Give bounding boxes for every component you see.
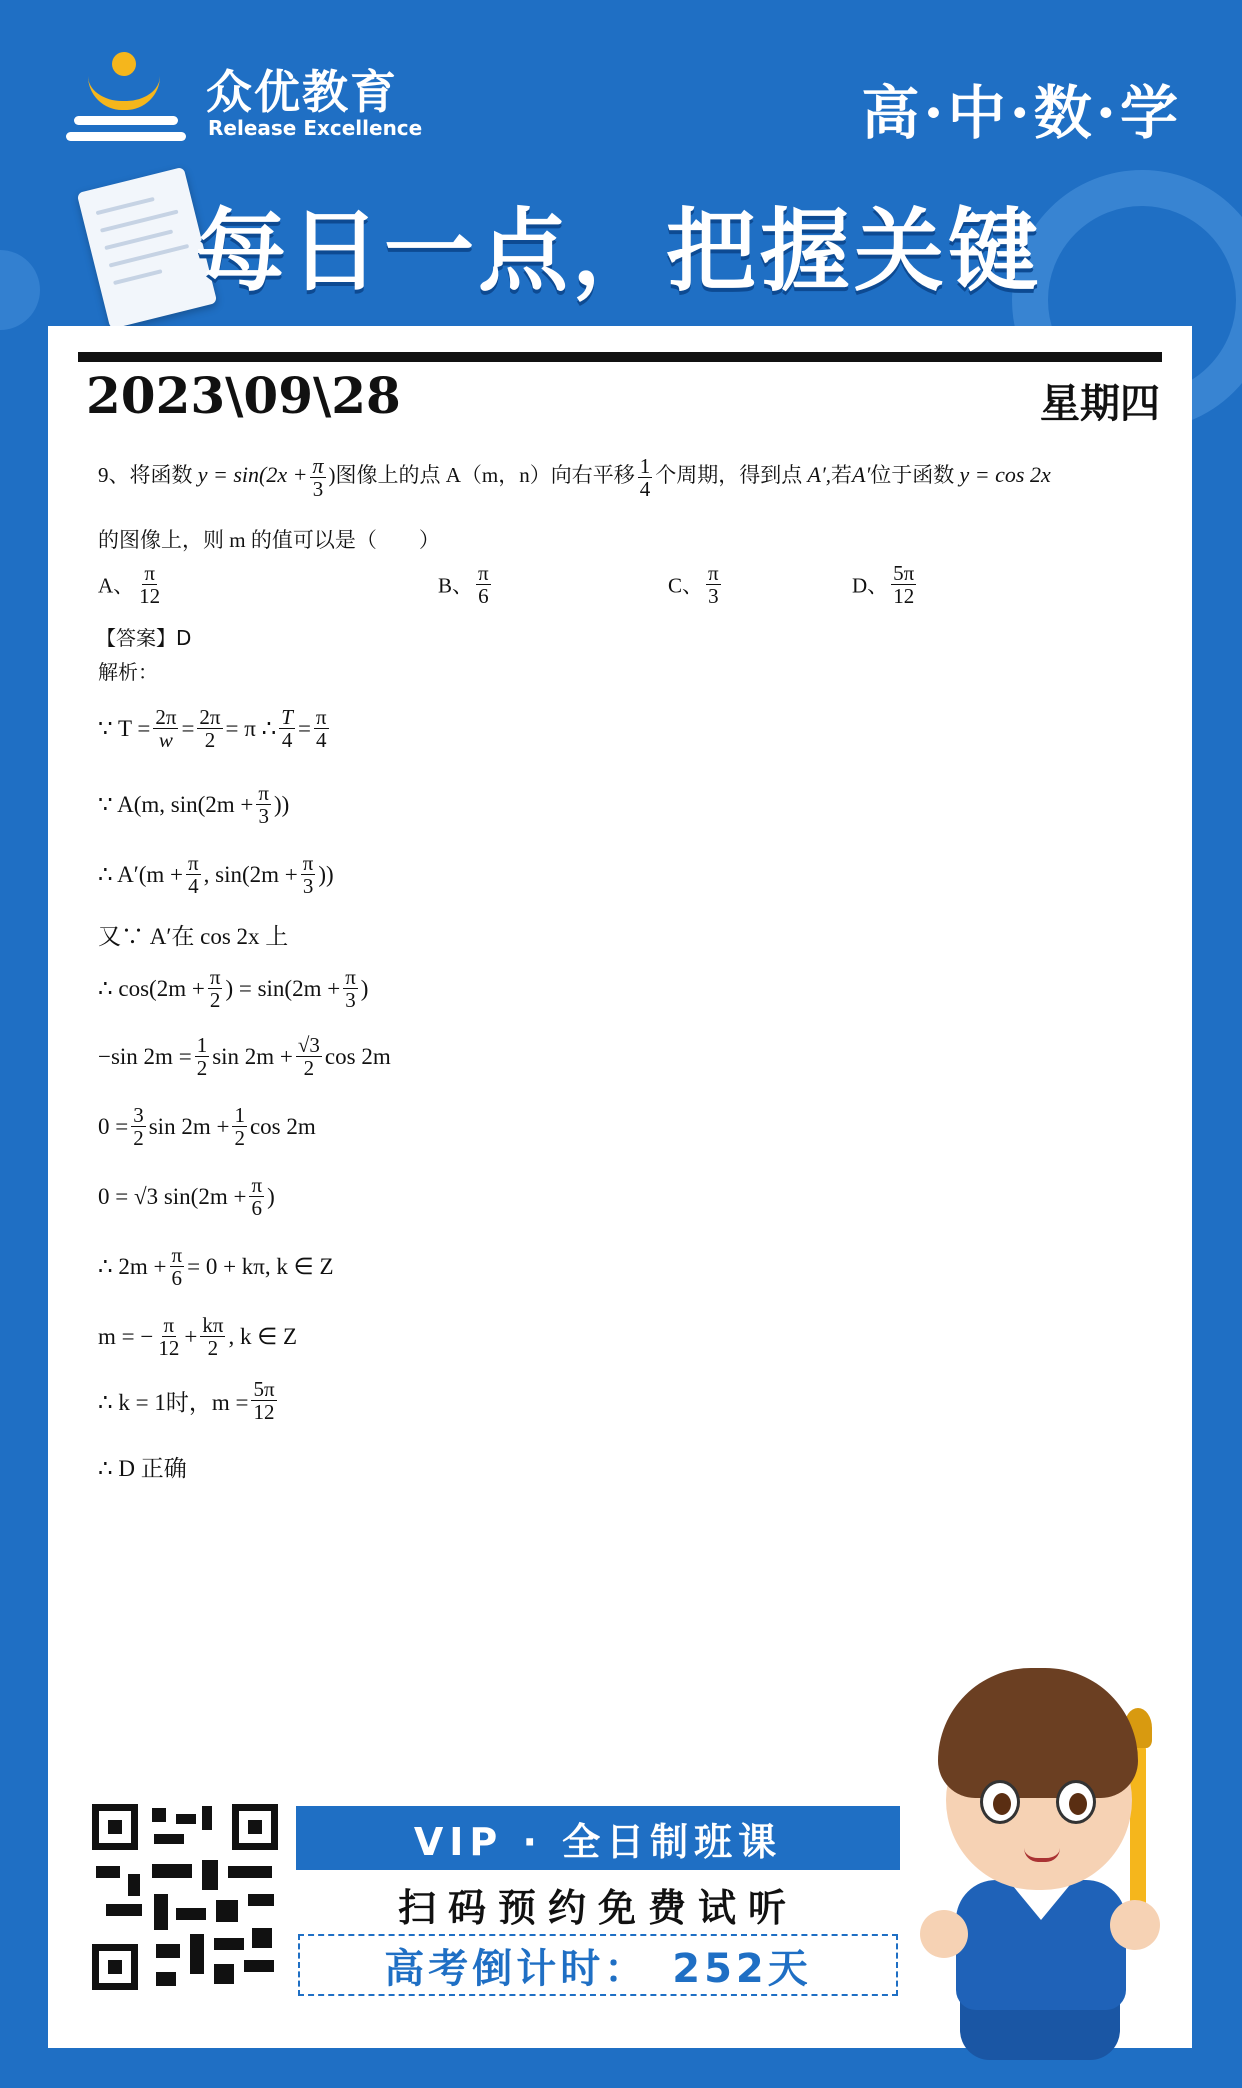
solution-line-8: 0 = √3 sin(2m + $\frac{\pi}{6}$ ) — [98, 1173, 275, 1221]
brand-name-cn: 众优教育 — [206, 65, 398, 119]
option-a: A、 $\frac{\pi}{12}$ — [98, 561, 161, 609]
background-dot — [0, 250, 40, 330]
free-trial-text: 扫码预约免费试听 — [397, 1885, 798, 1930]
divider — [78, 352, 1162, 362]
brand-logo — [66, 50, 486, 150]
solution-line-12: ∴ D 正确 — [98, 1456, 187, 1481]
solution-line-7: 0 = $\frac{3}{2}$ sin 2m + $\frac{1}{2}$ cos 2m — [98, 1103, 316, 1151]
analysis-label: 解析： — [98, 660, 158, 684]
solution-line-3: ∴ A′(m + $\frac{\pi}{4}$ , sin(2m + $\frac{\pi}{3}$ )) — [98, 851, 334, 899]
brand-name-en: Release Excellence — [208, 116, 423, 140]
logo-mark-icon — [66, 50, 186, 145]
solution-line-10: m = − $\frac{\pi}{12}$ + $\frac{k\pi}{2}$ , k ∈ Z — [98, 1313, 298, 1361]
countdown-label: 高考倒计时： — [384, 1945, 649, 1992]
mascot-illustration — [920, 1660, 1180, 2080]
option-d: D、 $\frac{5\pi}{12}$ — [852, 561, 915, 609]
weekday: 星期四 — [1040, 380, 1160, 427]
option-c: C、 $\frac{\pi}{3}$ — [668, 561, 719, 609]
option-b: B、 $\frac{\pi}{6}$ — [438, 561, 489, 609]
vip-course-banner: VIP · 全日制班课 — [296, 1806, 900, 1870]
slogan: 每日一点，把握关键 — [196, 199, 1042, 304]
solution-line-4: 又∵ A′在 cos 2x 上 — [98, 924, 289, 949]
exam-countdown — [298, 1934, 898, 1996]
solution-line-1: ∵ T = $\frac{2\pi}{w}$ = $\frac{2\pi}{2}$ = π ∴ $\frac{T}{4}$ = $\frac{\pi}{4}$ — [98, 705, 327, 753]
subject-title: 高·中·数·学 — [861, 79, 1182, 147]
date: 2023\09\28 — [86, 366, 401, 425]
countdown-value: 252天 — [672, 1945, 812, 1992]
solution-line-5: ∴ cos(2m + $\frac{\pi}{2}$ ) = sin(2m + $\frac{\pi}{3}$ ) — [98, 965, 369, 1013]
solution-line-2: ∵ A(m, sin(2m + $\frac{\pi}{3}$ )) — [98, 781, 290, 829]
qr-code[interactable] — [92, 1804, 278, 1990]
question-line-2: 的图像上，则 m 的值可以是（ ） — [98, 528, 440, 552]
solution-line-11: ∴ k = 1时，m = $\frac{5\pi}{12}$ — [98, 1377, 275, 1425]
solution-line-6: −sin 2m = $\frac{1}{2}$ sin 2m + $\frac{√3}{2}$ cos 2m — [98, 1033, 391, 1081]
solution-line-9: ∴ 2m + $\frac{\pi}{6}$ = 0 + kπ, k ∈ Z — [98, 1243, 334, 1291]
answer: 【答案】D — [96, 626, 192, 650]
question-line-1: 9、将函数 y = sin(2x + $\frac{\pi}{3}$ )图像上的点 A（m，n）向右平移 $\frac{1}{4}$ 个周期，得到点 A′,若A′位于函数 y = cos 2x — [98, 453, 1051, 502]
